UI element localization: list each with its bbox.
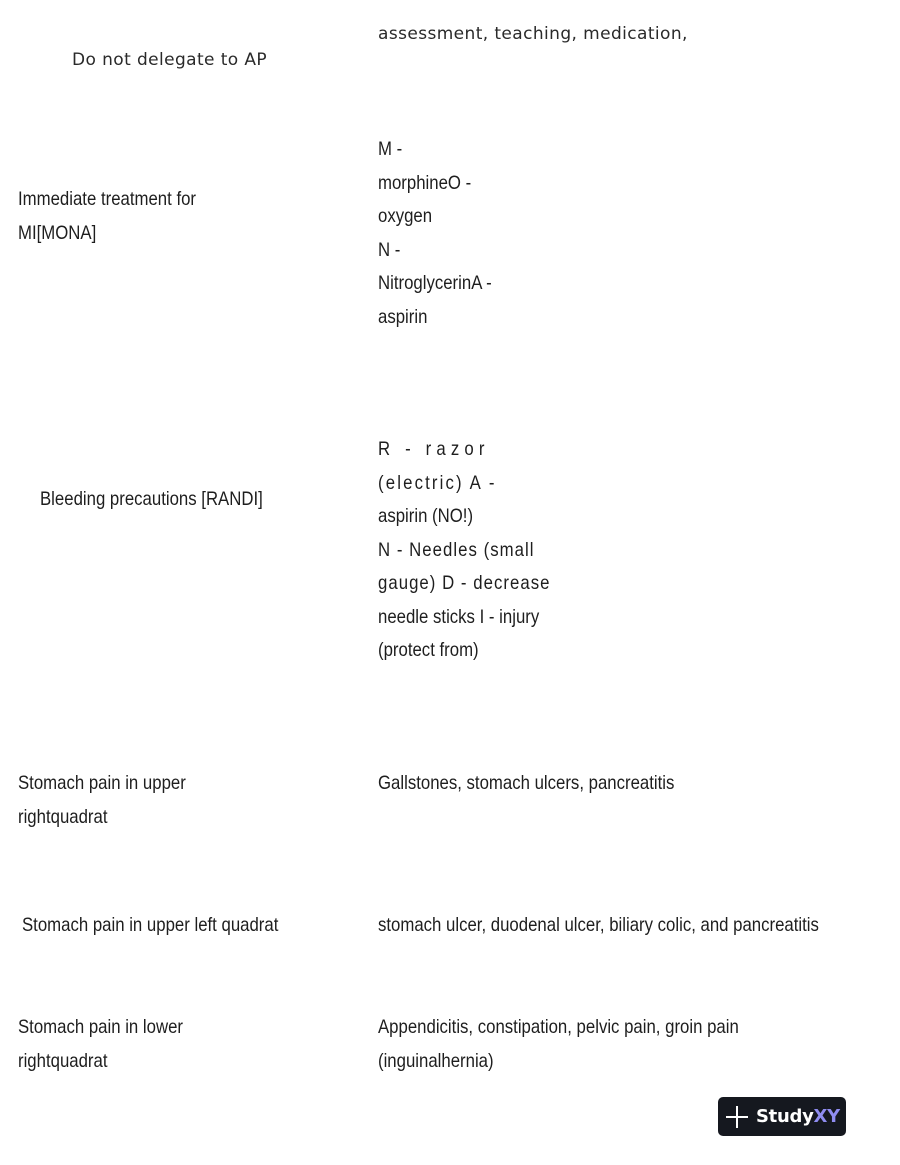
definition-line: (inguinalhernia): [378, 1049, 494, 1072]
term-line: Stomach pain in lower: [18, 1016, 183, 1038]
definition-line: M -: [378, 138, 403, 160]
term-line: Stomach pain in upper: [18, 772, 186, 794]
definition-line: assessment, teaching, medication,: [378, 24, 688, 44]
term-line: Stomach pain in upper left quadrat: [22, 914, 279, 936]
logo-brand-accent: XY: [813, 1106, 840, 1127]
term-line: rightquadrat: [18, 1049, 108, 1072]
definition-line: N -: [378, 238, 401, 261]
definition-line: Appendicitis, constipation, pelvic pain, groin pain: [378, 1016, 739, 1038]
definition-line: (protect from): [378, 639, 479, 661]
definition-line: morphineO -: [378, 171, 472, 194]
definition-line: R - razor: [378, 438, 490, 460]
term-line: Immediate treatment for: [18, 188, 197, 210]
definition-line: aspirin (NO!): [378, 505, 474, 527]
definition-line: Gallstones, stomach ulcers, pancreatitis: [378, 772, 675, 794]
studyxy-logo[interactable]: [718, 1097, 846, 1136]
term-mi-treatment: [18, 183, 196, 250]
definition-line: needle sticks I - injury: [378, 605, 540, 628]
definition-line: NitroglycerinA -: [378, 272, 492, 294]
term-bleeding-precautions: [40, 483, 263, 517]
definition-do-not-delegate: [378, 18, 688, 52]
definition-upper-right-pain: [378, 767, 674, 801]
definition-line: oxygen: [378, 205, 433, 227]
term-upper-left-pain: [22, 909, 278, 943]
definition-line: stomach ulcer, duodenal ulcer, biliary colic, and pancreatitis: [378, 914, 819, 936]
definition-line: N - Needles (small: [378, 538, 535, 561]
logo-wordmark: [756, 1106, 840, 1127]
definition-upper-left-pain: [378, 909, 819, 943]
definition-bleeding-precautions: [378, 433, 550, 668]
plus-icon: [726, 1106, 748, 1128]
definition-lower-right-pain: [378, 1011, 739, 1078]
term-line: Do not delegate to AP: [72, 50, 268, 70]
term-line: rightquadrat: [18, 805, 108, 828]
definition-line: gauge) D - decrease: [378, 572, 551, 594]
definition-line: aspirin: [378, 305, 428, 328]
term-line: Bleeding precautions [RANDI]: [40, 488, 263, 510]
term-lower-right-pain: [18, 1011, 183, 1078]
definition-line: (electric) A -: [378, 471, 497, 494]
term-do-not-delegate: [72, 44, 267, 78]
definition-mi-treatment: [378, 133, 492, 334]
term-upper-right-pain: [18, 767, 186, 834]
logo-brand-main: Study: [756, 1106, 814, 1127]
term-line: MI[MONA]: [18, 221, 97, 244]
